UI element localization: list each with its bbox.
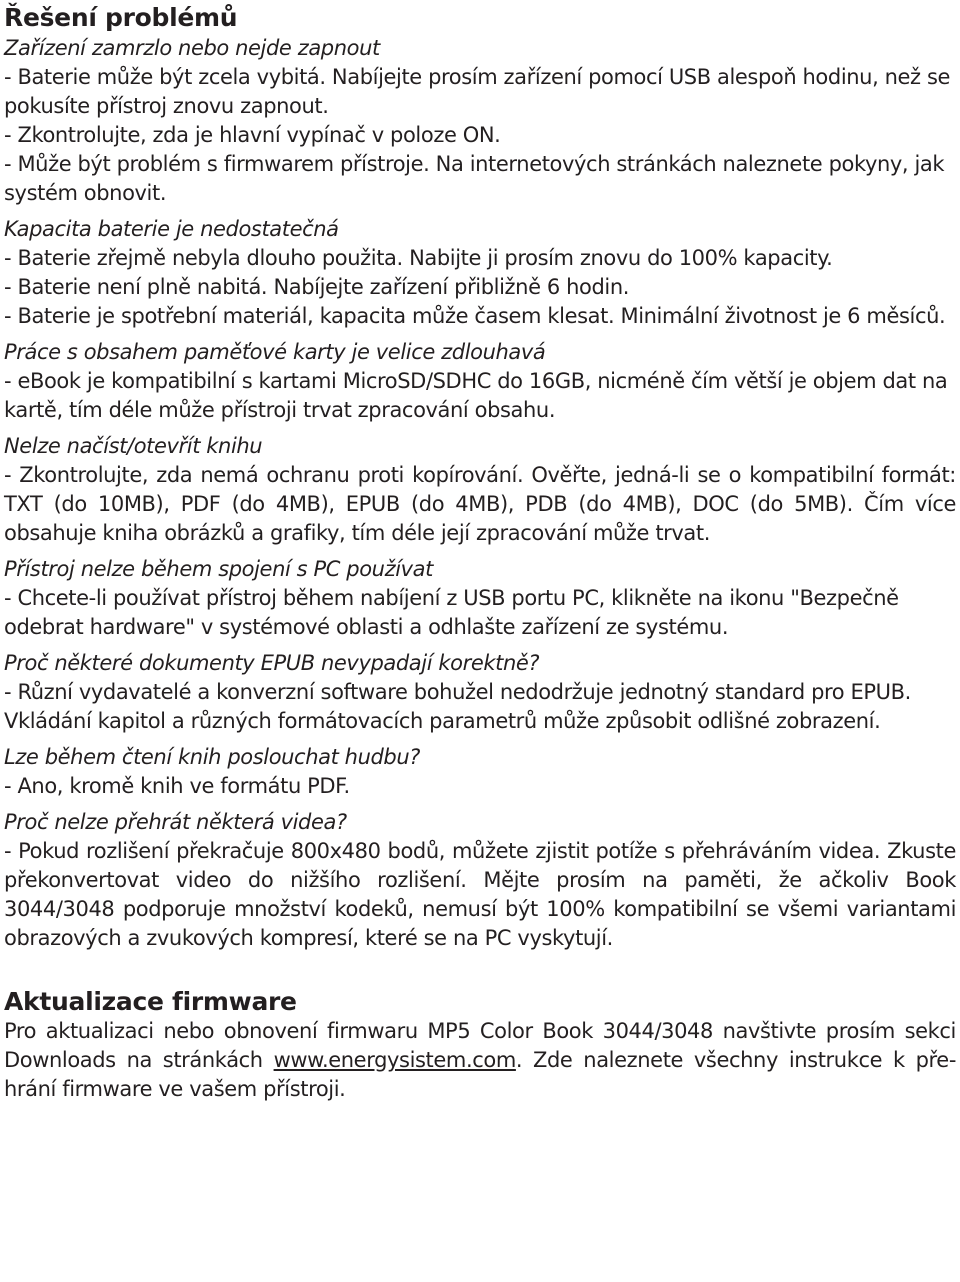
faq-question: Přístroj nelze během spojení s PC používat [4,557,433,581]
faq-answer-line: - Může být problém s firmwarem přístroje. Na internetových stránkách naleznete pokyny, jak systém obnovit. [4,152,945,205]
firmware-text [4,1017,956,1104]
faq-answer-line: - Různí vydavatelé a konverzní software bohužel nedodržuje jednotný standard pro EPUB. Vkládání kapitol a různých formátovacích parametrů může způsobit odlišné zobrazení. [4,680,911,733]
faq-question: Nelze načíst/otevřít knihu [4,434,263,458]
faq-answer-line: - Baterie zřejmě nebyla dlouho použita. Nabijte ji prosím znovu do 100% kapacity. [4,246,833,270]
document-page [4,0,956,1104]
faq-question: Práce s obsahem paměťové karty je velice zdlouhavá [4,340,546,364]
faq-item [4,431,956,548]
faq-item [4,337,956,425]
firmware-title: Aktualizace firmware [4,987,297,1016]
faq-item [4,807,956,953]
firmware-text-after: . Zde naleznete všechny instrukce k pře-hrání firmware ve vašem přístroji. [4,1048,956,1101]
faq-question: Kapacita baterie je nedostatečná [4,217,339,241]
section-spacer [4,959,956,987]
faq-answer-line: - Ano, kromě knih ve formátu PDF. [4,774,350,798]
faq-question: Zařízení zamrzlo nebo nejde zapnout [4,36,380,60]
faq-answer-line: - Pokud rozlišení překračuje 800x480 bodů, můžete zjistit potíže s přehráváním videa. Zkuste překonvertovat video do nižšího rozlišení. Mějte prosím na paměti, že ačkoliv Book 3044/3048 podporuje množství kodeků, nemusí být 100% kompatibilní se všemi variantami obrazových a zvukových kompresí, které se na PC vyskytují. [4,839,956,950]
faq-answer-line: - Baterie je spotřební materiál, kapacita může časem klesat. Minimální životnost je 6 měsíců. [4,304,946,328]
faq-question: Proč některé dokumenty EPUB nevypadají korektně? [4,651,540,675]
faq-answer-line: - Zkontrolujte, zda je hlavní vypínač v poloze ON. [4,123,501,147]
faq-question: Lze během čtení knih poslouchat hudbu? [4,745,421,769]
website-link[interactable]: www.energysistem.com [273,1048,516,1072]
section-title: Řešení problémů [4,3,238,32]
faq-answer-line: - Baterie může být zcela vybitá. Nabíjejte prosím zařízení pomocí USB alespoň hodinu, než se pokusíte přístroj znovu zapnout. [4,65,951,118]
faq-item [4,648,956,736]
firmware-text-before: Pro aktualizaci nebo obnovení firmwaru MP5 Color Book 3044/3048 navštivte prosím sekci Downloads na stránkách [4,1019,956,1072]
faq-answer-line: - Zkontrolujte, zda nemá ochranu proti kopírování. Ověřte, jedná-li se o kompatibilní formát: TXT (do 10MB), PDF (do 4MB), EPUB (do 4MB), PDB (do 4MB), DOC (do 5MB). Čím více obsahuje kniha obrázků a grafiky, tím déle její zpracování může trvat. [4,463,956,545]
faq-question: Proč nelze přehrát některá videa? [4,810,347,834]
faq-answer-line: - Baterie není plně nabitá. Nabíjejte zařízení přibližně 6 hodin. [4,275,630,299]
faq-answer-line: - Chcete-li používat přístroj během nabíjení z USB portu PC, klikněte na ikonu "Bezpečně odebrat hardware" v systémové oblasti a odhlašte zařízení ze systému. [4,586,899,639]
faq-item [4,33,956,208]
faq-item [4,214,956,331]
faq-answer-line: - eBook je kompatibilní s kartami MicroSD/SDHC do 16GB, nicméně čím větší je objem dat na kartě, tím déle může přístroji trvat zpracování obsahu. [4,369,948,422]
faq-item [4,742,956,801]
faq-item [4,554,956,642]
